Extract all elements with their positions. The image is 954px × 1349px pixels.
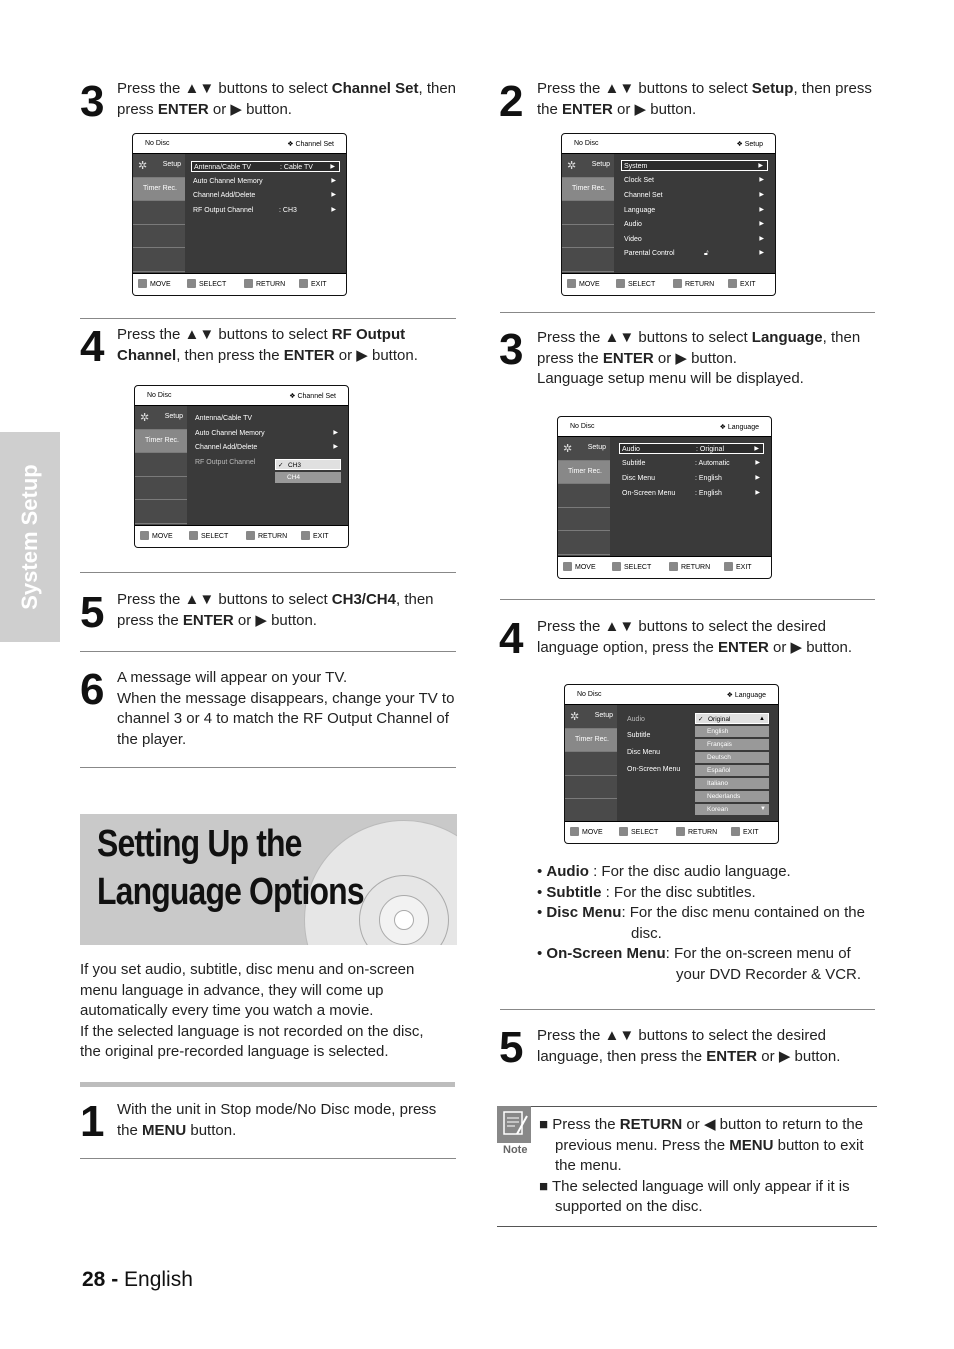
intro-paragraph: If you set audio, subtitle, disc menu and on-screen menu language in advance, they will come up automatically every time you watch a movie. If the selected language is not recorded on the disc, the original pre-recorded language is selected.	[80, 961, 424, 1060]
lock-icon: 🔓︎	[704, 250, 709, 257]
gear-icon: ✲	[567, 160, 577, 172]
step-number: 5	[499, 1023, 524, 1072]
side-tab: System Setup	[0, 432, 60, 642]
step-number: 4	[499, 614, 524, 663]
step-text: Press the ▲▼ buttons to select Channel Set, then press ENTER or ▶ button.	[117, 80, 457, 118]
step-text: Press the ▲▼ buttons to select the desired language, then press the ENTER or ▶ button.	[537, 1027, 841, 1065]
step-text: Press the ▲▼ buttons to select RF Output Channel, then press the ENTER or ▶ button.	[117, 326, 418, 364]
step-number: 4	[80, 322, 105, 371]
note-label: Note	[503, 1144, 528, 1156]
page-title: Setting Up the	[97, 823, 302, 865]
gear-icon: ✲	[138, 160, 148, 172]
step-number: 3	[80, 77, 105, 126]
osd-channel-set-screen: No Disc ❖ Channel Set ✲ Setup Timer Rec. Antenna/Cable TV : Cable TV ▶ Auto Channel Memory ▶ Channel Add/Delete ▶ RF Output Channel : CH3 ▶ MOVE SELECT RETURN EXIT	[132, 133, 347, 296]
step-number: 2	[499, 77, 524, 126]
step-number: 6	[80, 665, 105, 714]
step-number: 5	[80, 588, 105, 637]
step-text: Press the ▲▼ buttons to select the desired language option, press the ENTER or ▶ button.	[537, 618, 853, 656]
step-number: 3	[499, 325, 524, 374]
osd-language-screen: No Disc ❖ Language ✲ Setup Timer Rec. Audio : Original ▶ Subtitle : Automatic ▶ Disc Menu : English ▶ On-Screen Menu : English ▶ MOVE SELECT RETURN EXIT	[557, 416, 772, 579]
osd-setup-screen: No Disc ❖ Setup ✲ Setup Timer Rec. System ▶ Clock Set ▶ Channel Set ▶ Language ▶ Audio ▶ Video ▶ Parental Control 🔓︎ ▶ MOVE SELECT RETURN EXIT	[561, 133, 776, 296]
section-title-banner	[80, 814, 457, 945]
step-text: Press the ▲▼ buttons to select CH3/CH4, then press the ENTER or ▶ button.	[117, 591, 434, 629]
page-footer: 28 - English	[82, 1268, 193, 1291]
step-number: 1	[80, 1097, 105, 1146]
page-title: Language Options	[97, 871, 364, 913]
step-text: With the unit in Stop mode/No Disc mode, press the MENU button.	[117, 1101, 437, 1139]
bullet-list: • Audio : For the disc audio language. • Subtitle : For the disc subtitles. • Disc Menu: For the disc menu contained on the disc. • On-Screen Menu: For the on-screen menu of your DVD Recorder & VCR.	[537, 863, 865, 983]
gear-icon: ✲	[570, 711, 580, 723]
note-text: ■ Press the RETURN or ◀ button to return to the previous menu. Press the MENU button to exit the menu. ■ The selected language will only appear if it is supported on the disc.	[539, 1116, 864, 1215]
osd-language-options-screen: No Disc ❖ Language ✲ Setup Timer Rec. Audio Subtitle Disc Menu On-Screen Menu ✓ Original ▲ English Français Deutsch Español Italiano Nederlands Korean ▼ MOVE SELECT RETURN EXIT	[564, 684, 779, 844]
step-text: Press the ▲▼ buttons to select Setup, then press the ENTER or ▶ button.	[537, 80, 872, 118]
osd-rf-output-screen: No Disc ❖ Channel Set ✲ Setup Timer Rec. Antenna/Cable TV Auto Channel Memory ▶ Channel Add/Delete ▶ RF Output Channel ✓ CH3 CH4 MOVE SELECT RETURN EXIT	[134, 385, 349, 548]
note-icon	[497, 1106, 531, 1143]
step-text: A message will appear on your TV. When the message disappears, change your TV to channel 3 or 4 to match the RF Output Channel of the player.	[117, 669, 455, 748]
step-text: Press the ▲▼ buttons to select Language, then press the ENTER or ▶ button. Language setup menu will be displayed.	[537, 329, 861, 387]
gear-icon: ✲	[563, 443, 573, 455]
gear-icon: ✲	[140, 412, 150, 424]
